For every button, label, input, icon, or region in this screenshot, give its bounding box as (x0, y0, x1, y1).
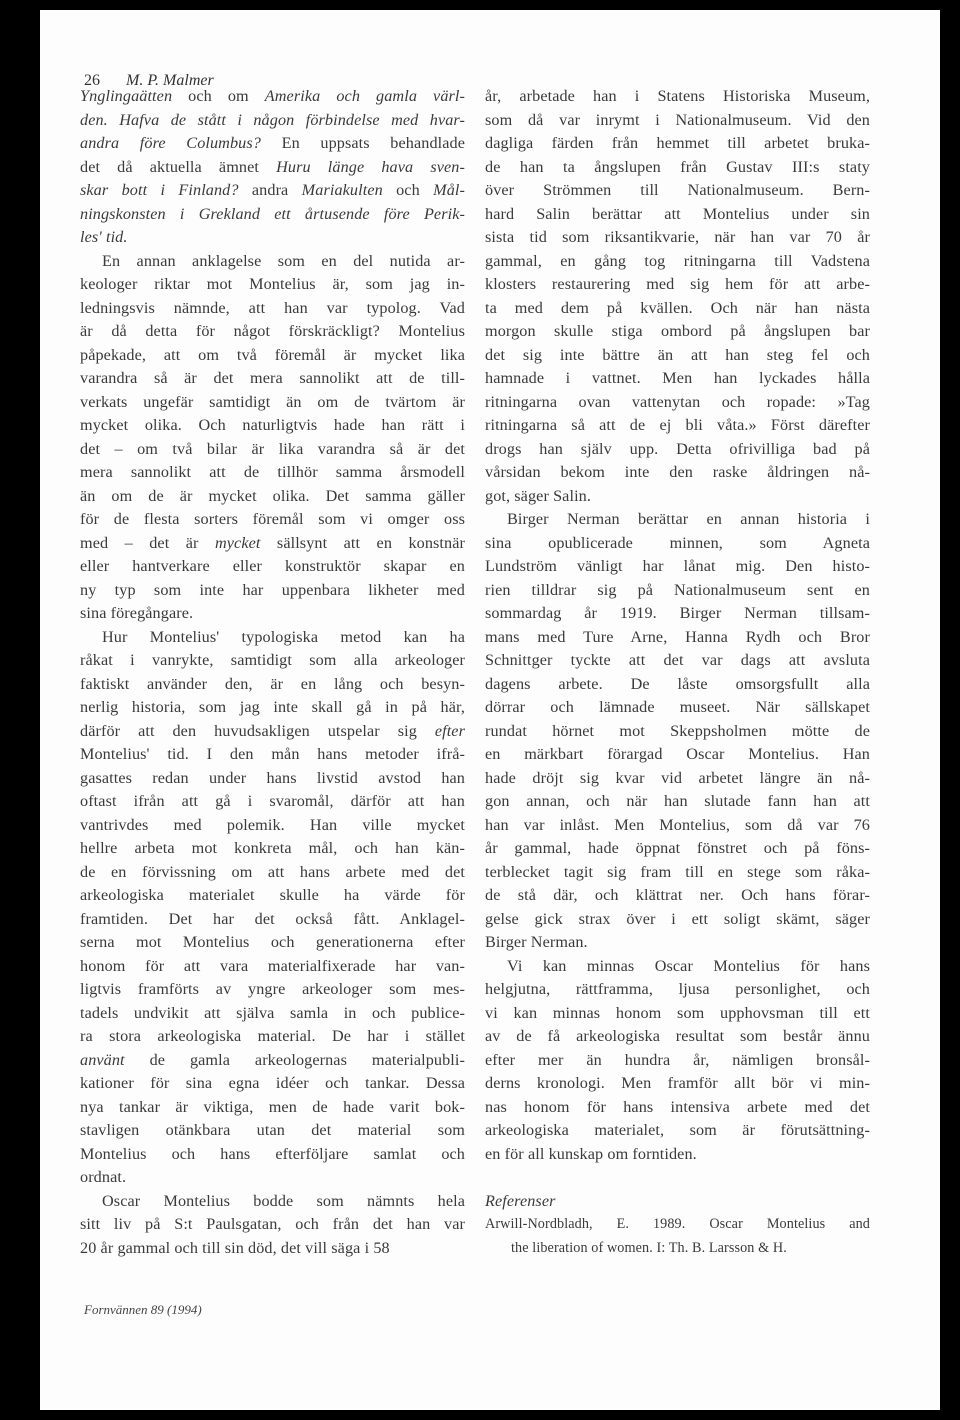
text-line: Oscar Montelius bodde som nämnts hela (102, 1191, 465, 1210)
text-line: rien tilldrar sig på Nationalmuseum sent en (485, 580, 870, 599)
text-line: är då detta för något förskräckligt? Montelius (80, 322, 465, 340)
text-line: ny typ som inte har uppenbara likheter med (80, 580, 465, 599)
text-line: det – om två bilar är lika varandra så är det (80, 439, 465, 458)
text-line: dagens arbete. De låste omsorgsfullt alla (485, 674, 870, 693)
text-line: gammal, en gång tog ritningarna till Vadstena (485, 251, 870, 270)
text-line: de stå där, och klättrat ner. Och hans förar- (485, 886, 870, 904)
text-line: gelse gick strax över i ett soligt skämt, säger (485, 909, 870, 928)
text-line: råkat i vanrykte, samtidigt som alla arkeologer (80, 651, 465, 669)
text-line: Ynglingaätten och om Amerika och gamla värl- (80, 87, 465, 105)
text-line: hamnade i vattnet. Men han lyckades hålla (485, 369, 870, 387)
left-column (80, 85, 465, 1260)
text-line: med – det är mycket sällsynt att en konstnär (80, 533, 465, 552)
text-line: dörrar och lämnade museet. När sällskapet (485, 698, 870, 716)
text-line: honom för att vara materialfixerade har van- (80, 956, 465, 975)
text-line: tadels undvikit att själva samla in och publice- (80, 1003, 465, 1022)
right-column (485, 85, 870, 1260)
text-line: ritningarna ovan vattenytan och ropade: »Tag (485, 392, 870, 411)
text-line: rundat hörnet mot Skeppsholmen mötte de (485, 721, 870, 740)
text-line: arkeologiska materialet, som är förutsättning- (485, 1121, 870, 1139)
text-line: hard Salin berättar att Montelius under sin (485, 204, 870, 223)
text-line: använt de gamla arkeologernas materialpubli- (80, 1050, 465, 1069)
text-line: derns kronologi. Men framför allt bör vi min- (485, 1074, 870, 1092)
text-line: Vi kan minnas Oscar Montelius för hans (507, 956, 870, 975)
text-line: mera sannolikt att de tillhör samma årsmodell (80, 463, 465, 481)
text-line: ra stora arkeologiska material. De har i stället (80, 1027, 465, 1045)
text-line: nerlig historia, som jag inte skall gå in på här, (80, 698, 465, 716)
text-line: serna mot Montelius och generationerna efter (80, 933, 465, 951)
text-line: varandra så är det mera sannolikt att de till- (80, 369, 465, 387)
text-line: eller hantverkare eller konstruktör skapar en (80, 557, 465, 575)
text-line: det då aktuella ämnet Huru länge hava sven- (80, 157, 465, 176)
text-line: verkats ungefär samtidigt än om de tvärtom är (80, 392, 465, 411)
text-line: sista tid som riksantikvarie, när han var 70 år (485, 228, 870, 246)
text-line: sina opublicerade minnen, som Agneta (485, 533, 870, 552)
text-line: vi kan minnas honom som upphovsman till ett (485, 1003, 870, 1022)
text-line: nya tankar är viktiga, men de hade varit bok- (80, 1097, 465, 1116)
text-line: efter mer än hundra år, nämligen bronsål- (485, 1050, 870, 1069)
text-line: En annan anklagelse som en del nutida ar- (102, 251, 465, 270)
page-number: 26 (84, 72, 100, 89)
text-line: kationer för sina egna idéer och tankar. Dessa (80, 1074, 465, 1092)
text-line: år, arbetade han i Statens Historiska Museum, (485, 87, 870, 105)
text-line: drogs han själv upp. Detta ofrivilliga bad på (485, 439, 870, 458)
text-line: en för all kunskap om forntiden. (485, 1144, 697, 1163)
text-line: Montelius och hans efterföljare samlat och (80, 1144, 465, 1163)
text-line: morgon skulle stiga ombord på ångslupen bar (485, 322, 870, 340)
text-line: Hur Montelius' typologiska metod kan ha (102, 627, 465, 646)
text-line: sina föregångare. (80, 604, 194, 622)
text-line: sommardag år 1919. Birger Nerman tillsam- (485, 604, 870, 622)
text-line: därför att den huvudsakligen utspelar sig efter (80, 721, 465, 740)
text-line: skar bott i Finland? andra Mariakulten och Mål- (80, 181, 465, 199)
text-line: keologer riktar mot Montelius är, som jag in- (80, 275, 465, 293)
text-line: les' tid. (80, 228, 128, 246)
text-line: hellre arbeta mot konkreta mål, och han kän- (80, 839, 465, 857)
spacer (485, 1166, 870, 1190)
text-line: ningskonsten i Grekland ett årtusende före Perik- (80, 204, 465, 223)
text-line: vantrivdes med polemik. Han ville mycket (80, 815, 465, 834)
text-line: nas honom för hans intensiva arbete med det (485, 1097, 870, 1116)
text-line: som då var inrymt i Nationalmuseum. Vid den (485, 110, 870, 129)
text-line: vårsidan bekom inte den raske åldringen nå- (485, 463, 870, 481)
text-line: helgjutna, rättframma, ljusa personlighet, och (485, 980, 870, 998)
text-line: klosters restaurering med sig hem för att arbe- (485, 275, 870, 293)
text-line: ledningsvis nämnde, att han var typolog. Vad (80, 298, 465, 317)
scanned-page (40, 10, 940, 1410)
references-heading: Referenser (485, 1191, 556, 1210)
running-author: M. P. Malmer (126, 72, 214, 89)
text-line: gasattes redan under hans livstid avstod han (80, 768, 465, 787)
text-line: arkeologiska materialet skulle ha värde för (80, 886, 465, 904)
text-line: ritningarna så att de ej bli våta.» Först därefter (485, 416, 870, 434)
text-line: ligtvis framförts av yngre arkeologer som mes- (80, 980, 465, 998)
text-line: de han ta ångslupen från Gustav III:s staty (485, 157, 870, 176)
journal-footer: Fornvännen 89 (1994) (84, 1302, 202, 1317)
text-line: de en förvissning om att hans arbete med det (80, 862, 465, 881)
text-line: av de få arkeologiska resultat som består ännu (485, 1027, 870, 1045)
text-line: Lundström vänligt har lånat mig. Den histo- (485, 557, 870, 575)
text-line: den. Hafva de stått i någon förbindelse med hvar- (80, 110, 465, 129)
text-line: ordnat. (80, 1168, 127, 1186)
text-line: Birger Nerman berättar en annan historia i (507, 510, 870, 528)
text-line: ta med dem på kvällen. Och när han nästa (485, 298, 870, 317)
text-line: det sig inte bättre än att han steg fel och (485, 345, 870, 364)
text-line: stavligen otänkbara utan det material som (80, 1121, 465, 1139)
text-line: Schnittger tyckte att det var dags att avsluta (485, 651, 870, 669)
text-line: år gammal, hade öppnat fönstret och på föns- (485, 839, 870, 857)
reference-line: Arwill-Nordbladh, E. 1989. Oscar Montelius and (485, 1216, 870, 1232)
text-line: Birger Nerman. (485, 933, 588, 951)
text-line: oftast ifrån att gå i svaromål, därför att han (80, 792, 465, 810)
text-line: mycket olika. Och naturligtvis hade han rätt i (80, 416, 465, 434)
text-line: hade dröjt sig kvar vid arbetet längre än nå- (485, 768, 870, 787)
text-line: sitt liv på S:t Paulsgatan, och från det han var (80, 1215, 465, 1233)
text-line: faktiskt använder den, är en lång och besyn- (80, 674, 465, 693)
text-line: framtiden. Det har det också fått. Anklagel- (80, 909, 465, 928)
text-line: gon annan, och när han slutade fann han att (485, 792, 870, 810)
text-line: dagliga färden från hemmet till arbetet bruka- (485, 134, 870, 152)
text-line: terblecket tagit sig fram till en stege som råka- (485, 862, 870, 881)
text-line: got, säger Salin. (485, 486, 592, 505)
text-line: för de flesta sorters föremål som vi omger oss (80, 510, 465, 528)
text-line: Montelius' tid. I den mån hans metoder ifrå- (80, 745, 465, 763)
text-line: han var inlåst. Men Montelius, som då var 76 (485, 815, 870, 834)
reference-line: the liberation of women. I: Th. B. Larsson & H. (511, 1239, 787, 1256)
text-line: över Strömmen till Nationalmuseum. Bern- (485, 181, 870, 199)
text-line: en märkbart förargad Oscar Montelius. Han (485, 745, 870, 763)
text-line: andra före Columbus? En uppsats behandlade (80, 134, 466, 152)
text-line: mans med Ture Arne, Hanna Rydh och Bror (485, 627, 870, 646)
text-line: 20 år gammal och till sin död, det vill säga i 58 (80, 1238, 390, 1257)
text-line: än om de är mycket olika. Det samma gäller (80, 486, 465, 505)
text-line: påpekade, att om två föremål är mycket lika (80, 345, 465, 364)
